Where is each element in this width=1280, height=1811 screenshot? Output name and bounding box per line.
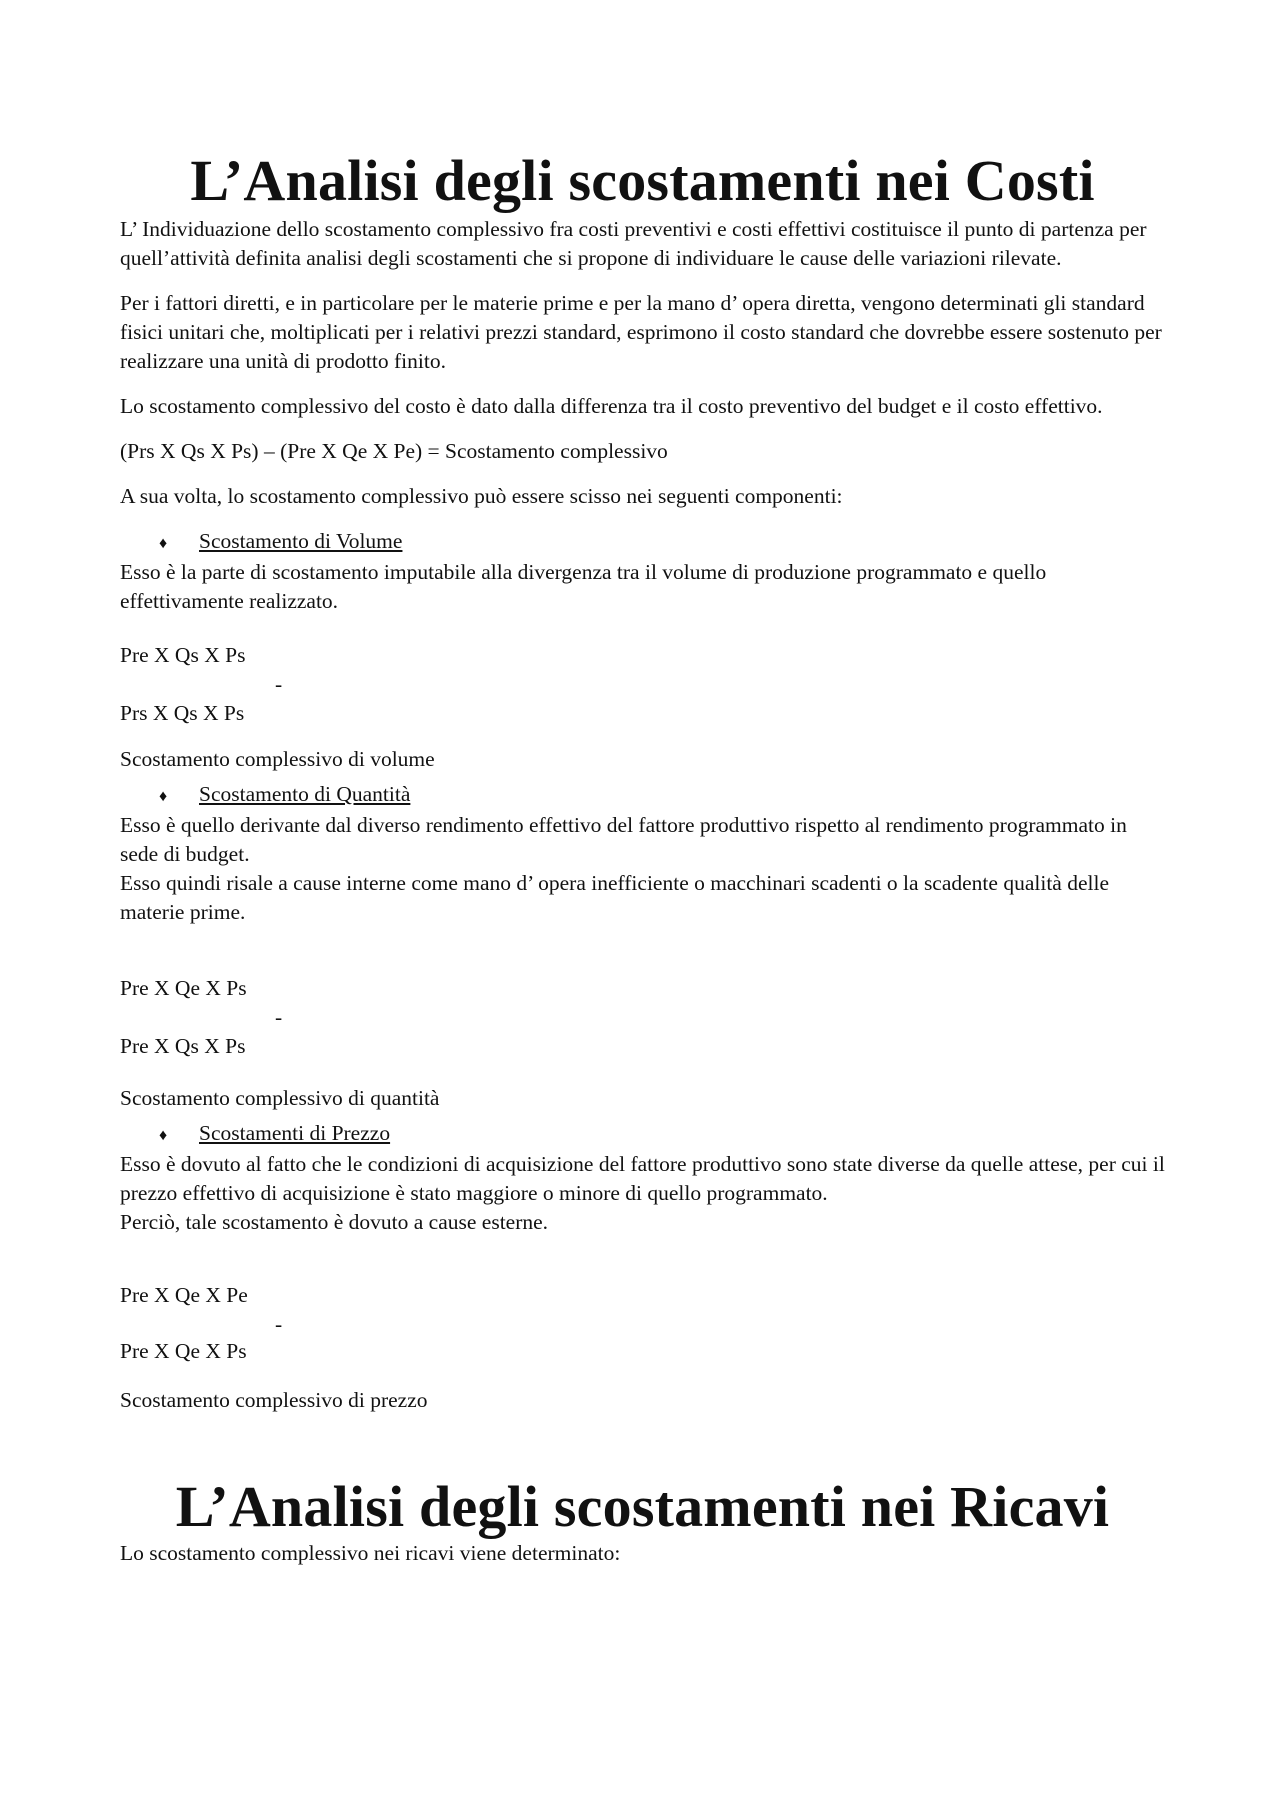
- quantity-formula-line2: Pre X Qs X Ps: [120, 1034, 246, 1058]
- quantity-description-1: Esso è quello derivante dal diverso rendimento effettivo del fattore produttivo rispetto al rendimento programmato in sede di budget.: [120, 813, 1127, 866]
- section-title-costs: L’Analisi degli scostamenti nei Costi: [190, 148, 1095, 213]
- quantity-description-2: Esso quindi risale a cause interne come mano d’ opera inefficiente o macchinari scadenti o la scadente qualità delle materie prime.: [120, 871, 1109, 924]
- diamond-bullet-icon: ♦: [159, 1127, 168, 1144]
- volume-heading: Scostamento di Volume: [199, 529, 403, 553]
- price-formula-line2: Pre X Qe X Ps: [120, 1339, 247, 1363]
- intro-paragraph: L’ Individuazione dello scostamento complessivo fra costi preventivi e costi effettivi costituisce il punto di partenza per quell’attività definita analisi degli scostamenti che si propone di individuare le cause delle variazioni rilevate.: [120, 217, 1147, 270]
- volume-formula: [120, 641, 1165, 728]
- volume-formula-minus: -: [275, 672, 283, 696]
- section-title-revenues: L’Analisi degli scostamenti nei Ricavi: [175, 1474, 1110, 1539]
- price-heading: Scostamenti di Prezzo: [199, 1121, 391, 1145]
- bullet-quantity: [120, 780, 1165, 811]
- price-description-1: Esso è dovuto al fatto che le condizioni di acquisizione del fattore produttivo sono state diverse da quelle attese, per cui il prezzo effettivo di acquisizione è stato maggiore o minore di quello programmato.: [120, 1152, 1165, 1205]
- revenues-intro: Lo scostamento complessivo nei ricavi viene determinato:: [120, 1541, 621, 1565]
- diamond-bullet-icon: ♦: [159, 535, 168, 552]
- price-formula-line1: Pre X Qe X Pe: [120, 1283, 248, 1307]
- volume-description: Esso è la parte di scostamento imputabile alla divergenza tra il volume di produzione programmato e quello effettivamente realizzato.: [120, 560, 1047, 613]
- bullet-volume: [120, 527, 1165, 558]
- quantity-result: Scostamento complessivo di quantità: [120, 1086, 440, 1110]
- volume-formula-line2: Prs X Qs X Ps: [120, 701, 245, 725]
- quantity-heading: Scostamento di Quantità: [199, 782, 411, 806]
- quantity-formula-line1: Pre X Qe X Ps: [120, 976, 247, 1000]
- volume-formula-line1: Pre X Qs X Ps: [120, 643, 246, 667]
- components-intro: A sua volta, lo scostamento complessivo può essere scisso nei seguenti componenti:: [120, 484, 843, 508]
- diamond-bullet-icon: ♦: [159, 788, 168, 805]
- direct-factors-paragraph: Per i fattori diretti, e in particolare per le materie prime e per la mano d’ opera diretta, vengono determinati gli standard fisici unitari che, moltiplicati per i relativi prezzi standard, esprimono il costo standard che dovrebbe essere sostenuto per realizzare una unità di prodotto finito.: [120, 291, 1162, 373]
- total-variance-paragraph: Lo scostamento complessivo del costo è dato dalla differenza tra il costo preventivo del budget e il costo effettivo.: [120, 394, 1103, 418]
- quantity-formula: [120, 974, 1165, 1061]
- price-description-2: Perciò, tale scostamento è dovuto a cause esterne.: [120, 1210, 549, 1234]
- quantity-formula-minus: -: [275, 1005, 283, 1029]
- price-result: Scostamento complessivo di prezzo: [120, 1388, 428, 1412]
- volume-result: Scostamento complessivo di volume: [120, 747, 435, 771]
- price-formula-minus: -: [275, 1312, 283, 1336]
- document-page: [120, 145, 1165, 1584]
- price-formula: [120, 1281, 1165, 1366]
- total-variance-formula: (Prs X Qs X Ps) – (Pre X Qe X Pe) = Scostamento complessivo: [120, 439, 668, 463]
- bullet-price: [120, 1119, 1165, 1150]
